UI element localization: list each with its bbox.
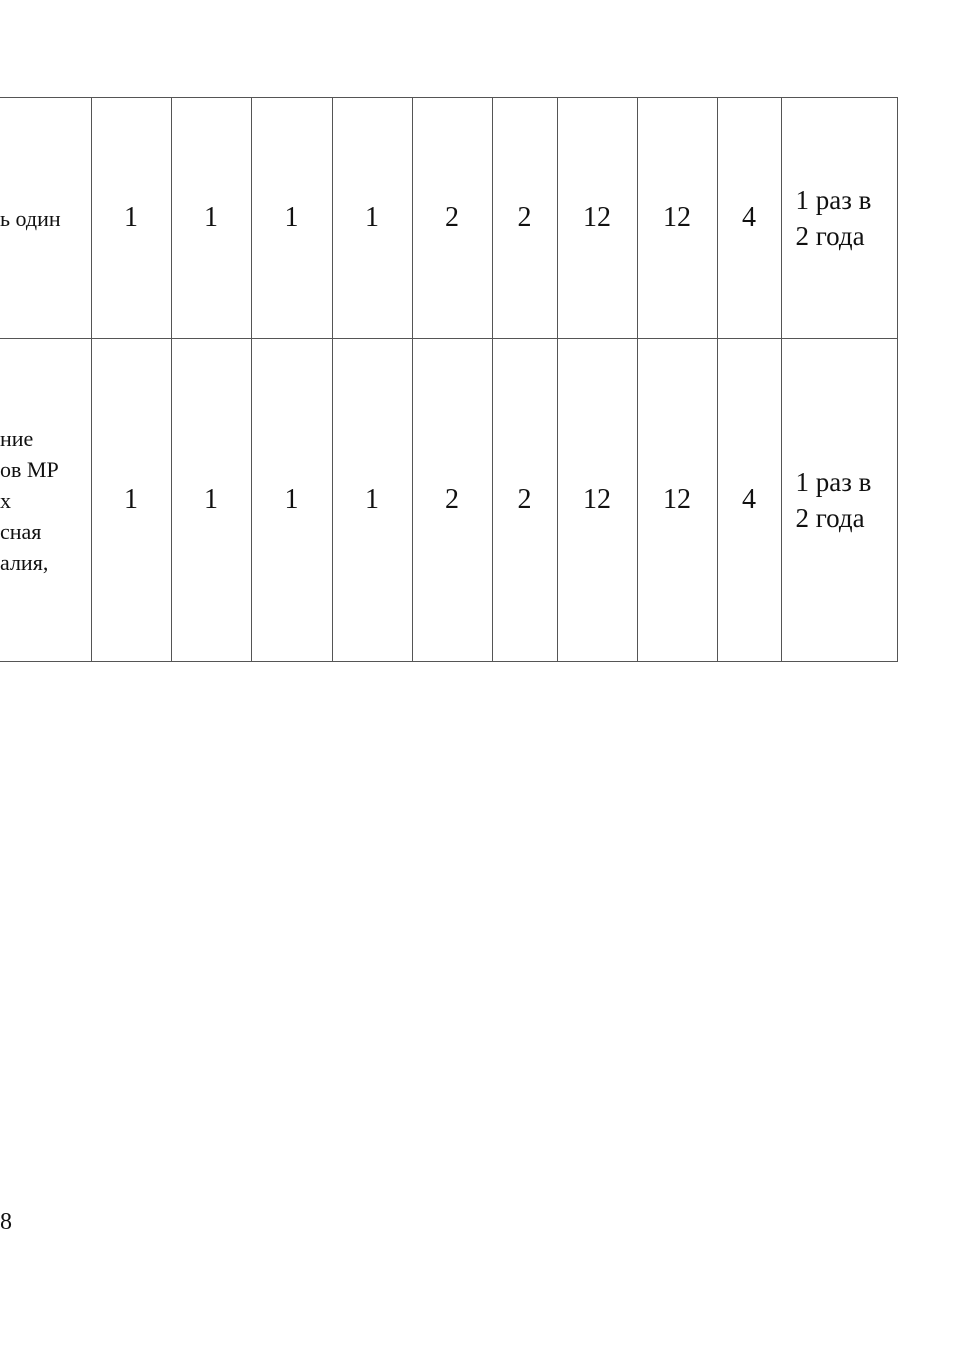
value-cell: 12 bbox=[557, 98, 637, 339]
value-cell: 1 bbox=[91, 98, 171, 339]
value-cell: 1 bbox=[332, 339, 412, 662]
description-line: ние bbox=[0, 425, 34, 451]
page-number: 8 bbox=[0, 1209, 12, 1235]
value-cell: 1 bbox=[332, 98, 412, 339]
value-cell: 2 bbox=[492, 98, 557, 339]
value-cell: 2 bbox=[412, 339, 492, 662]
value-cell: 1 bbox=[91, 339, 171, 662]
table-row bbox=[0, 98, 897, 339]
value-cell: 1 bbox=[251, 339, 332, 662]
frequency-cell bbox=[781, 339, 897, 662]
frequency-line: 1 раз в bbox=[795, 185, 872, 215]
value-cell: 12 bbox=[637, 339, 717, 662]
description-line: сная bbox=[0, 518, 42, 544]
value-cell: 2 bbox=[412, 98, 492, 339]
row-description-cell bbox=[0, 339, 91, 662]
description-line: ь один bbox=[0, 205, 61, 231]
description-line: х bbox=[0, 487, 11, 513]
value-cell: 2 bbox=[492, 339, 557, 662]
value-cell: 1 bbox=[171, 339, 251, 662]
description-line: алия, bbox=[0, 549, 49, 575]
value-cell: 12 bbox=[637, 98, 717, 339]
frequency-line: 2 года bbox=[795, 503, 865, 533]
value-cell: 1 bbox=[251, 98, 332, 339]
value-cell: 4 bbox=[717, 98, 781, 339]
table-row bbox=[0, 339, 897, 662]
frequency-line: 2 года bbox=[795, 221, 865, 251]
row-description-cell bbox=[0, 98, 91, 339]
value-cell: 1 bbox=[171, 98, 251, 339]
description-line: ов МР bbox=[0, 456, 59, 482]
schedule-table bbox=[0, 97, 898, 662]
value-cell: 4 bbox=[717, 339, 781, 662]
frequency-line: 1 раз в bbox=[795, 467, 872, 497]
value-cell: 12 bbox=[557, 339, 637, 662]
frequency-cell bbox=[781, 98, 897, 339]
